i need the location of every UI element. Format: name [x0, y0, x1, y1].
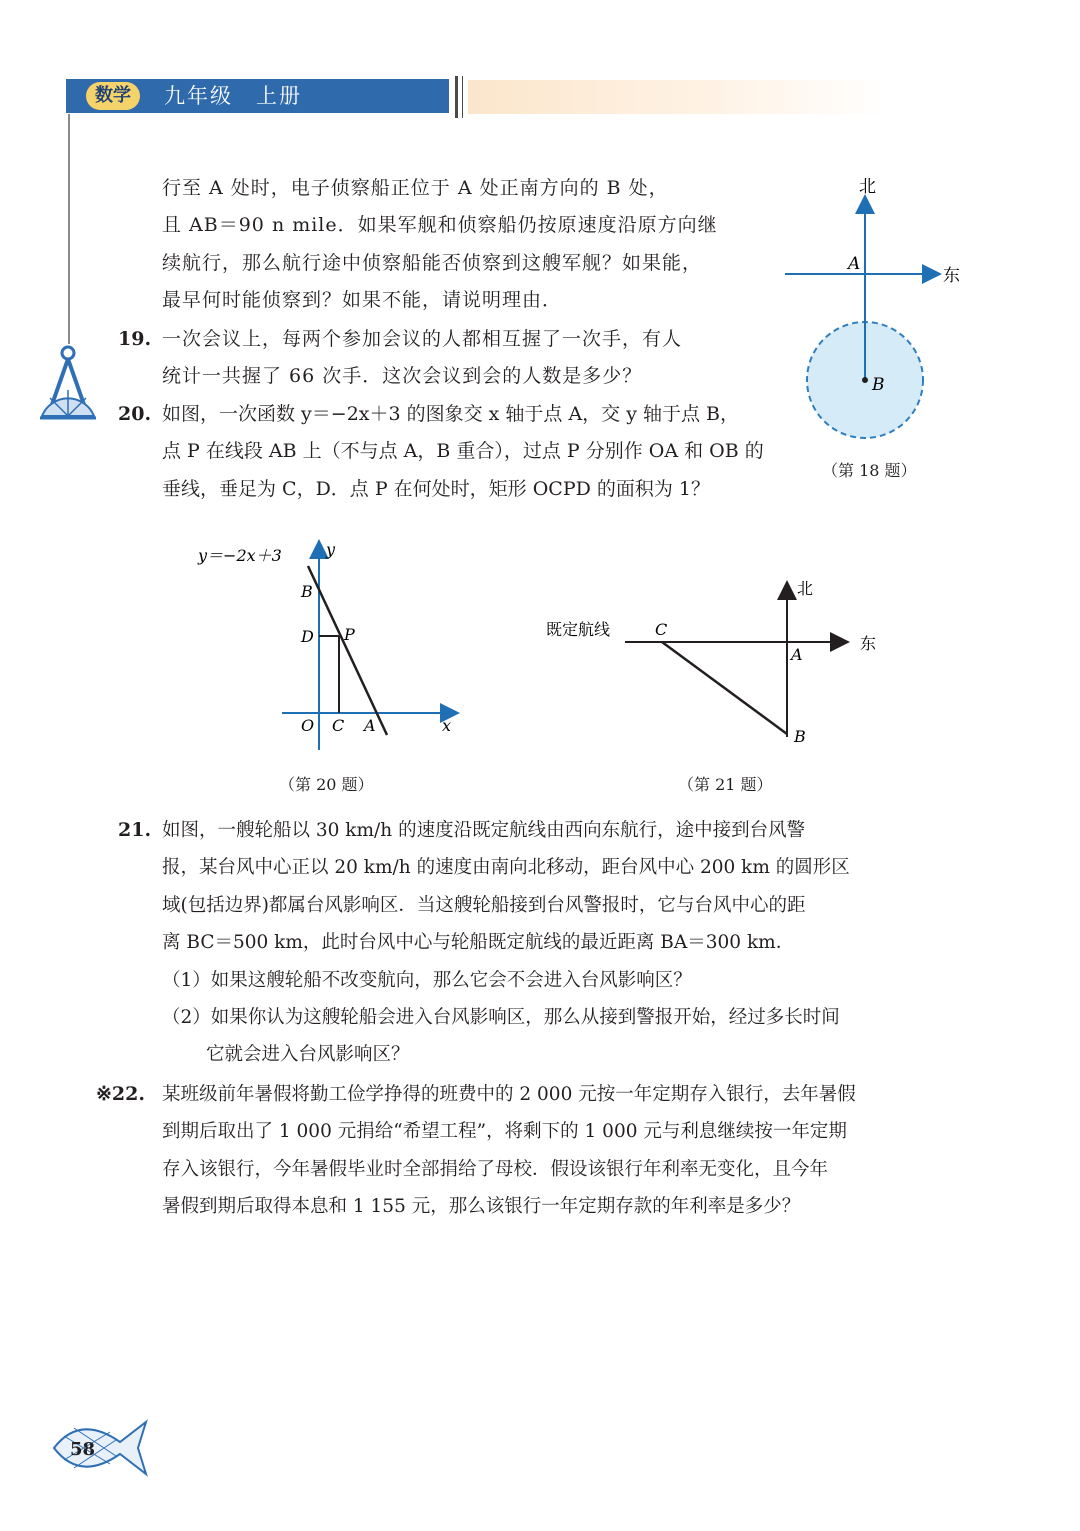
fish-page-icon — [50, 1412, 150, 1484]
problem-20-line: 点 P 在线段 AB 上（不与点 A，B 重合），过点 P 分别作 OA 和 OB 的 — [162, 440, 764, 463]
problem-22-text — [162, 1076, 962, 1226]
fig21-point-a-label: A — [791, 645, 803, 664]
figure-21 — [540, 572, 900, 752]
fig18-point-a-label: A — [848, 254, 861, 274]
fig20-y-label: y — [326, 540, 336, 559]
problem-18-text — [162, 170, 732, 320]
figure-21-caption: （第 21 题） — [678, 775, 773, 794]
problem-19-text — [162, 321, 732, 396]
figure-20 — [190, 535, 480, 750]
header-divider-thin — [462, 76, 463, 118]
fig20-x-label: x — [442, 716, 452, 735]
header-gradient-band — [468, 80, 888, 114]
problem-18-line: 最早何时能侦察到？如果不能，请说明理由． — [162, 289, 563, 312]
fig20-point-a-label: A — [364, 716, 376, 735]
problem-21-line: 离 BC＝500 km，此时台风中心与轮船既定航线的最近距离 BA＝300 km． — [162, 932, 795, 954]
fig21-north-label: 北 — [797, 579, 814, 598]
fig20-point-p-label: P — [344, 625, 355, 644]
problem-20-number: 20. — [118, 403, 152, 425]
fig20-equation: y＝−2x＋3 — [198, 546, 282, 565]
fig21-point-c-label: C — [655, 620, 668, 639]
problem-22-line: 存入该银行，今年暑假毕业时全部捐给了母校．假设该银行年利率无变化，且今年 — [162, 1158, 829, 1180]
problem-21-number: 21. — [118, 819, 152, 841]
header-divider — [455, 76, 458, 118]
fig20-origin-label: O — [301, 716, 315, 735]
problem-18-line: 行至 A 处时，电子侦察船正位于 A 处正南方向的 B 处， — [162, 177, 669, 199]
fig18-east-label: 东 — [943, 266, 960, 286]
problem-19-number: 19. — [118, 328, 152, 350]
figure-18-caption: （第 18 题） — [822, 461, 917, 480]
fig21-segment-cb — [662, 642, 787, 734]
compass-icon — [36, 340, 100, 422]
grade-volume-title: 九年级 上册 — [164, 84, 302, 108]
problem-21-line: 域(包括边界)都属台风影响区．当这艘轮船接到台风警报时，它与台风中心的距 — [162, 894, 806, 916]
fig18-point-b-label: B — [872, 375, 885, 395]
problem-18-line: 续航行，那么航行途中侦察船能否侦察到这艘军舰？如果能， — [162, 251, 703, 274]
problem-22-number: ※22. — [96, 1083, 145, 1105]
fig20-point-c-label: C — [332, 716, 345, 735]
fig21-point-b-label: B — [794, 727, 806, 746]
figure-18 — [770, 168, 1000, 488]
problem-20-text — [162, 396, 764, 508]
problem-21-question-1: （1）如果这艘轮船不改变航向，那么它会不会进入台风影响区？ — [162, 969, 692, 991]
problem-21-text — [162, 812, 962, 1074]
problem-20-line: 如图，一次函数 y＝−2x＋3 的图象交 x 轴于点 A，交 y 轴于点 B， — [162, 403, 739, 425]
figure-20-caption: （第 20 题） — [279, 775, 374, 794]
fig20-point-b-label: B — [301, 582, 313, 601]
problem-19-line: 一次会议上，每两个参加会议的人都相互握了一次手，有人 — [162, 328, 683, 350]
problem-18-line: 且 AB＝90 n mile．如果军舰和侦察船仍按原速度沿原方向继 — [162, 214, 718, 237]
fig18-point-b-dot — [862, 377, 868, 383]
problem-22-line: 到期后取出了 1 000 元捐给“希望工程”，将剩下的 1 000 元与利息继续按一年定期 — [162, 1121, 847, 1143]
subject-logo: 数学 — [86, 82, 140, 110]
fig21-east-label: 东 — [860, 634, 877, 653]
problem-20-line: 垂线，垂足为 C，D．点 P 在何处时，矩形 OCPD 的面积为 1？ — [162, 477, 711, 500]
fig21-route-label: 既定航线 — [546, 620, 611, 639]
problem-19-line: 统计一共握了 66 次手．这次会议到会的人数是多少？ — [162, 365, 643, 388]
problem-21-question-2: （2）如果你认为这艘轮船会进入台风影响区，那么从接到警报开始，经过多长时间 — [162, 1007, 840, 1029]
problem-21-line: 报，某台风中心正以 20 km/h 的速度由南向北移动，距台风中心 200 km 的圆形区 — [162, 857, 850, 879]
problem-22-line: 暑假到期后取得本息和 1 155 元，那么该银行一年定期存款的年利率是多少？ — [162, 1196, 801, 1218]
margin-line — [68, 114, 70, 344]
fig18-north-label: 北 — [859, 177, 876, 197]
fig20-point-d-label: D — [301, 627, 314, 646]
problem-21-line: 如图，一艘轮船以 30 km/h 的速度沿既定航线由西向东航行，途中接到台风警 — [162, 820, 806, 841]
problem-21-question-2-cont: 它就会进入台风影响区？ — [206, 1044, 410, 1066]
page-number: 58 — [70, 1439, 96, 1460]
problem-22-line: 某班级前年暑假将勤工俭学挣得的班费中的 2 000 元按一年定期存入银行，去年暑假 — [162, 1084, 856, 1105]
